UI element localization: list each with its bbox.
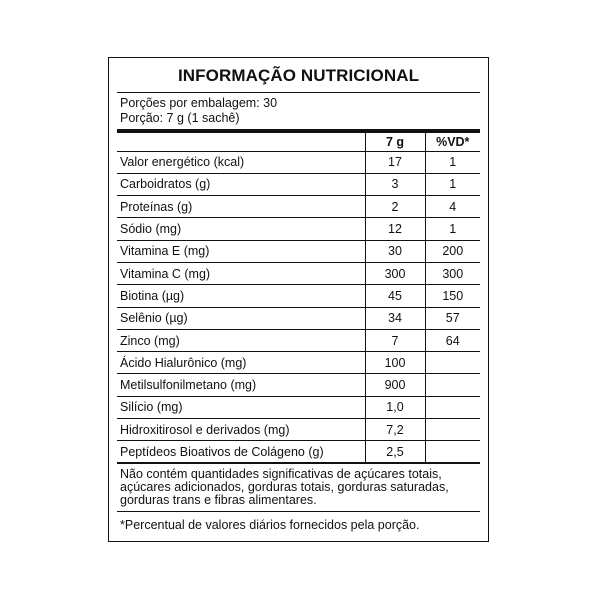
table-row	[117, 419, 480, 441]
label-title: INFORMAÇÃO NUTRICIONAL	[177, 66, 420, 85]
nutrient-vd: 4	[425, 196, 480, 218]
nutrient-quantity: 34	[365, 307, 425, 329]
nutrient-name: Ácido Hialurônico (mg)	[117, 352, 365, 374]
nutrient-quantity: 12	[365, 218, 425, 240]
nutrient-quantity: 7	[365, 329, 425, 351]
nutrient-quantity: 2,5	[365, 441, 425, 463]
nutrient-quantity: 900	[365, 374, 425, 396]
nutrient-name: Peptídeos Bioativos de Colágeno (g)	[117, 441, 365, 463]
nutrient-vd: 64	[425, 329, 480, 351]
nutrition-table	[117, 133, 480, 464]
nutrient-name: Vitamina C (mg)	[117, 262, 365, 284]
nutrient-quantity: 300	[365, 262, 425, 284]
nutrient-vd: 1	[425, 173, 480, 195]
table-row	[117, 329, 480, 351]
nutrient-name: Carboidratos (g)	[117, 173, 365, 195]
portion-size: Porção: 7 g (1 sachê)	[120, 111, 240, 125]
table-row	[117, 396, 480, 418]
nutrient-quantity: 7,2	[365, 419, 425, 441]
nutrient-name: Selênio (µg)	[117, 307, 365, 329]
table-row	[117, 151, 480, 173]
title-divider	[117, 92, 480, 93]
footnote-line: açúcares adicionados, gorduras totais, gorduras saturadas,	[120, 480, 449, 494]
table-row	[117, 173, 480, 195]
footnote-not-significant	[120, 468, 482, 507]
footnote-vd: *Percentual de valores diários fornecidos pela porção.	[120, 518, 420, 532]
table-row	[117, 196, 480, 218]
footnote-divider	[117, 511, 480, 512]
table-row	[117, 307, 480, 329]
nutrient-quantity: 2	[365, 196, 425, 218]
nutrient-name: Hidroxitirosol e derivados (mg)	[117, 419, 365, 441]
table-row	[117, 352, 480, 374]
footnote-line: Não contém quantidades significativas de açúcares totais,	[120, 467, 442, 481]
nutrient-vd: 57	[425, 307, 480, 329]
nutrient-vd	[425, 396, 480, 418]
nutrient-vd: 200	[425, 240, 480, 262]
nutrient-name: Vitamina E (mg)	[117, 240, 365, 262]
servings-per-package: Porções por embalagem: 30	[120, 96, 278, 110]
header-vd: %VD*	[425, 133, 480, 151]
nutrient-quantity: 100	[365, 352, 425, 374]
nutrient-name: Zinco (mg)	[117, 329, 365, 351]
table-row	[117, 240, 480, 262]
nutrient-name: Valor energético (kcal)	[117, 151, 365, 173]
table-row	[117, 374, 480, 396]
nutrient-quantity: 45	[365, 285, 425, 307]
nutrient-vd: 1	[425, 151, 480, 173]
nutrient-quantity: 17	[365, 151, 425, 173]
table-header-row	[117, 133, 480, 151]
header-nutrient	[117, 133, 365, 151]
nutrient-vd: 1	[425, 218, 480, 240]
footnote-line: gorduras trans e fibras alimentares.	[120, 493, 317, 507]
nutrition-label	[108, 57, 489, 542]
nutrient-name: Proteínas (g)	[117, 196, 365, 218]
nutrient-quantity: 3	[365, 173, 425, 195]
nutrient-vd	[425, 441, 480, 463]
nutrient-quantity: 30	[365, 240, 425, 262]
header-quantity: 7 g	[365, 133, 425, 151]
nutrient-vd	[425, 419, 480, 441]
table-row	[117, 262, 480, 284]
nutrient-name: Metilsulfonilmetano (mg)	[117, 374, 365, 396]
table-row	[117, 218, 480, 240]
table-row	[117, 441, 480, 463]
nutrient-quantity: 1,0	[365, 396, 425, 418]
nutrient-vd	[425, 374, 480, 396]
nutrient-name: Biotina (µg)	[117, 285, 365, 307]
nutrient-vd: 150	[425, 285, 480, 307]
nutrient-vd	[425, 352, 480, 374]
table-row	[117, 285, 480, 307]
nutrient-name: Silício (mg)	[117, 396, 365, 418]
nutrient-vd: 300	[425, 262, 480, 284]
nutrient-name: Sódio (mg)	[117, 218, 365, 240]
